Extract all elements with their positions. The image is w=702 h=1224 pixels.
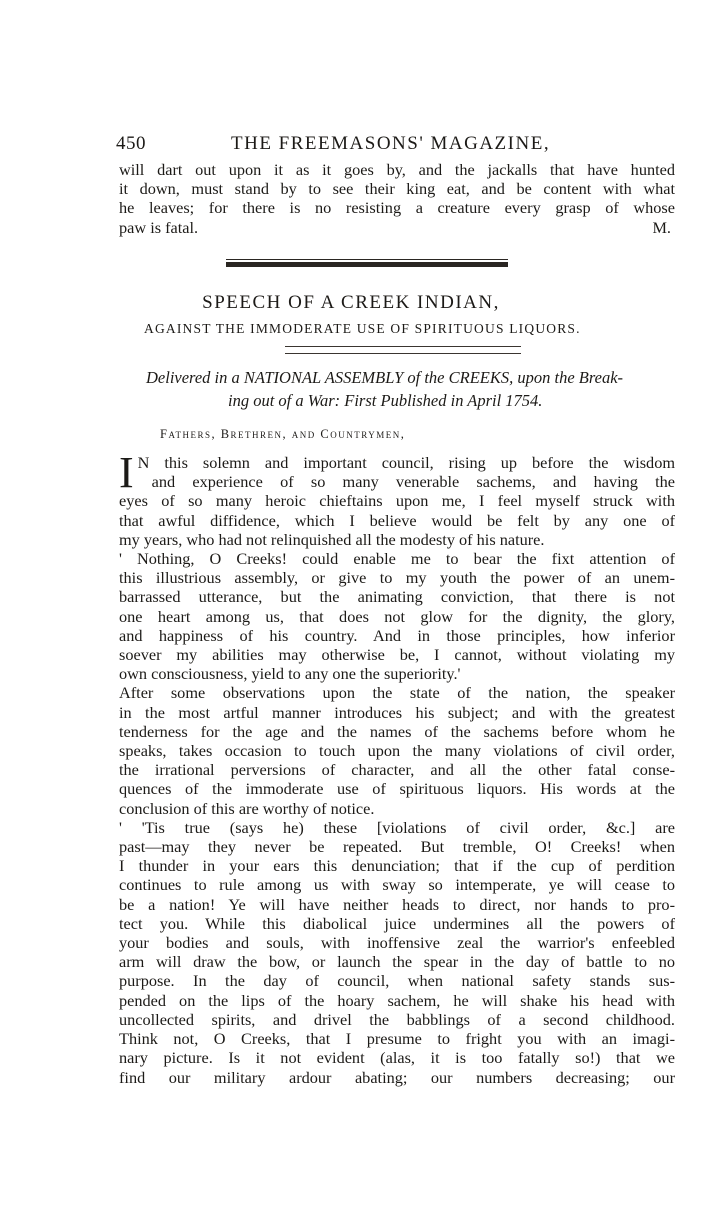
text-line: the irrational perversions of character, and all the other fatal conse- [119, 760, 675, 780]
text-line: N this solemn and important council, rising up before the wisdom [137, 453, 675, 472]
text-line: ' 'Tis true (says he) these [violations of civil order, &c.] are [119, 817, 675, 837]
article-title: SPEECH OF A CREEK INDIAN, [202, 292, 500, 313]
text-line: own consciousness, yield to any one the superiority.' [119, 664, 461, 684]
text-line: find our military ardour abating; our numbers decreasing; our [119, 1067, 675, 1087]
text-line: and experience of so many venerable sachems, and having the [151, 472, 675, 492]
dateline-line: Delivered in a NATIONAL ASSEMBLY of the CREEKS, upon the Break- [146, 368, 624, 387]
text-line: speaks, takes occasion to touch upon the many violations of civil order, [119, 741, 675, 761]
section-divider [226, 262, 508, 267]
text-line: continues to rule among us with sway so intemperate, ye will cease to [119, 875, 675, 895]
text-line: eyes of so many heroic chieftains upon me, I feel myself struck with [119, 491, 675, 511]
title-rule [285, 346, 521, 347]
speech-text [119, 448, 675, 1087]
text-line: past—may they never be repeated. But tremble, O! Creeks! when [119, 837, 675, 857]
article-dateline [146, 366, 674, 412]
text-line: be a nation! Ye will have neither heads to direct, nor hands to pro- [119, 894, 675, 914]
text-line: in the most artful manner introduces his subject; and with the greatest [119, 702, 675, 722]
text-line: I thunder in your ears this denunciation; that if the cup of perdition [119, 856, 675, 876]
drop-cap: I [119, 448, 134, 497]
text-line: will dart out upon it as it goes by, and the jackalls that have hunted [119, 160, 675, 179]
text-line: tenderness for the age and the names of the sachems before whom he [119, 721, 675, 741]
text-line: ' Nothing, O Creeks! could enable me to bear the fixt attention of [119, 549, 675, 569]
text-line [119, 218, 675, 237]
text-line: this illustrious assembly, or give to my youth the power of an unem- [119, 568, 675, 588]
text-line: Think not, O Creeks, that I presume to fright you with an imagi- [119, 1029, 675, 1049]
author-signature: M. [652, 217, 671, 237]
text-line: barrassed utterance, but the animating conviction, that there is not [119, 587, 675, 607]
text-line: nary picture. Is it not evident (alas, it is too fatally so!) that we [119, 1048, 675, 1068]
salutation: Fathers, Brethren, and Countrymen, [160, 427, 406, 441]
text-line: soever my abilities may otherwise be, I cannot, without violating my [119, 645, 675, 665]
text-line: one heart among us, that does not glow for the dignity, the glory, [119, 606, 675, 626]
last-line-text: paw is fatal. [119, 217, 199, 237]
text-line: tect you. While this diabolical juice undermines all the powers of [119, 913, 675, 933]
text-line: uncollected spirits, and drivel the babblings of a second childhood. [119, 1009, 675, 1029]
continued-article-text [119, 160, 675, 237]
text-line: pended on the lips of the hoary sachem, he will shake his head with [119, 990, 675, 1010]
page-number: 450 [116, 133, 146, 154]
text-line: my years, who had not relinquished all the modesty of his nature. [119, 529, 545, 549]
text-line: it down, must stand by to see their king eat, and be content with what [119, 179, 675, 199]
page-header [116, 133, 676, 157]
text-line: that awful diffidence, which I believe would be felt by any one of [119, 510, 675, 530]
text-line: he leaves; for there is no resisting a creature every grasp of whose [119, 198, 675, 218]
title-rule [285, 353, 521, 354]
text-line: After some observations upon the state of the nation, the speaker [119, 683, 675, 703]
text-line: purpose. In the day of council, when national safety stands sus- [119, 971, 675, 991]
dateline-line: ing out of a War: First Published in April 1754. [228, 391, 543, 410]
text-line: and happiness of his country. And in those principles, how inferior [119, 625, 675, 645]
article-subtitle: AGAINST THE IMMODERATE USE OF SPIRITUOUS LIQUORS. [144, 321, 581, 336]
text-line: arm will draw the bow, or launch the spear in the day of battle to no [119, 952, 675, 972]
running-head: THE FREEMASONS' MAGAZINE, [231, 133, 551, 154]
text-line: your bodies and souls, with inoffensive zeal the warrior's enfeebled [119, 933, 675, 953]
text-line: conclusion of this are worthy of notice. [119, 798, 375, 818]
text-line: quences of the immoderate use of spirituous liquors. His words at the [119, 779, 675, 799]
